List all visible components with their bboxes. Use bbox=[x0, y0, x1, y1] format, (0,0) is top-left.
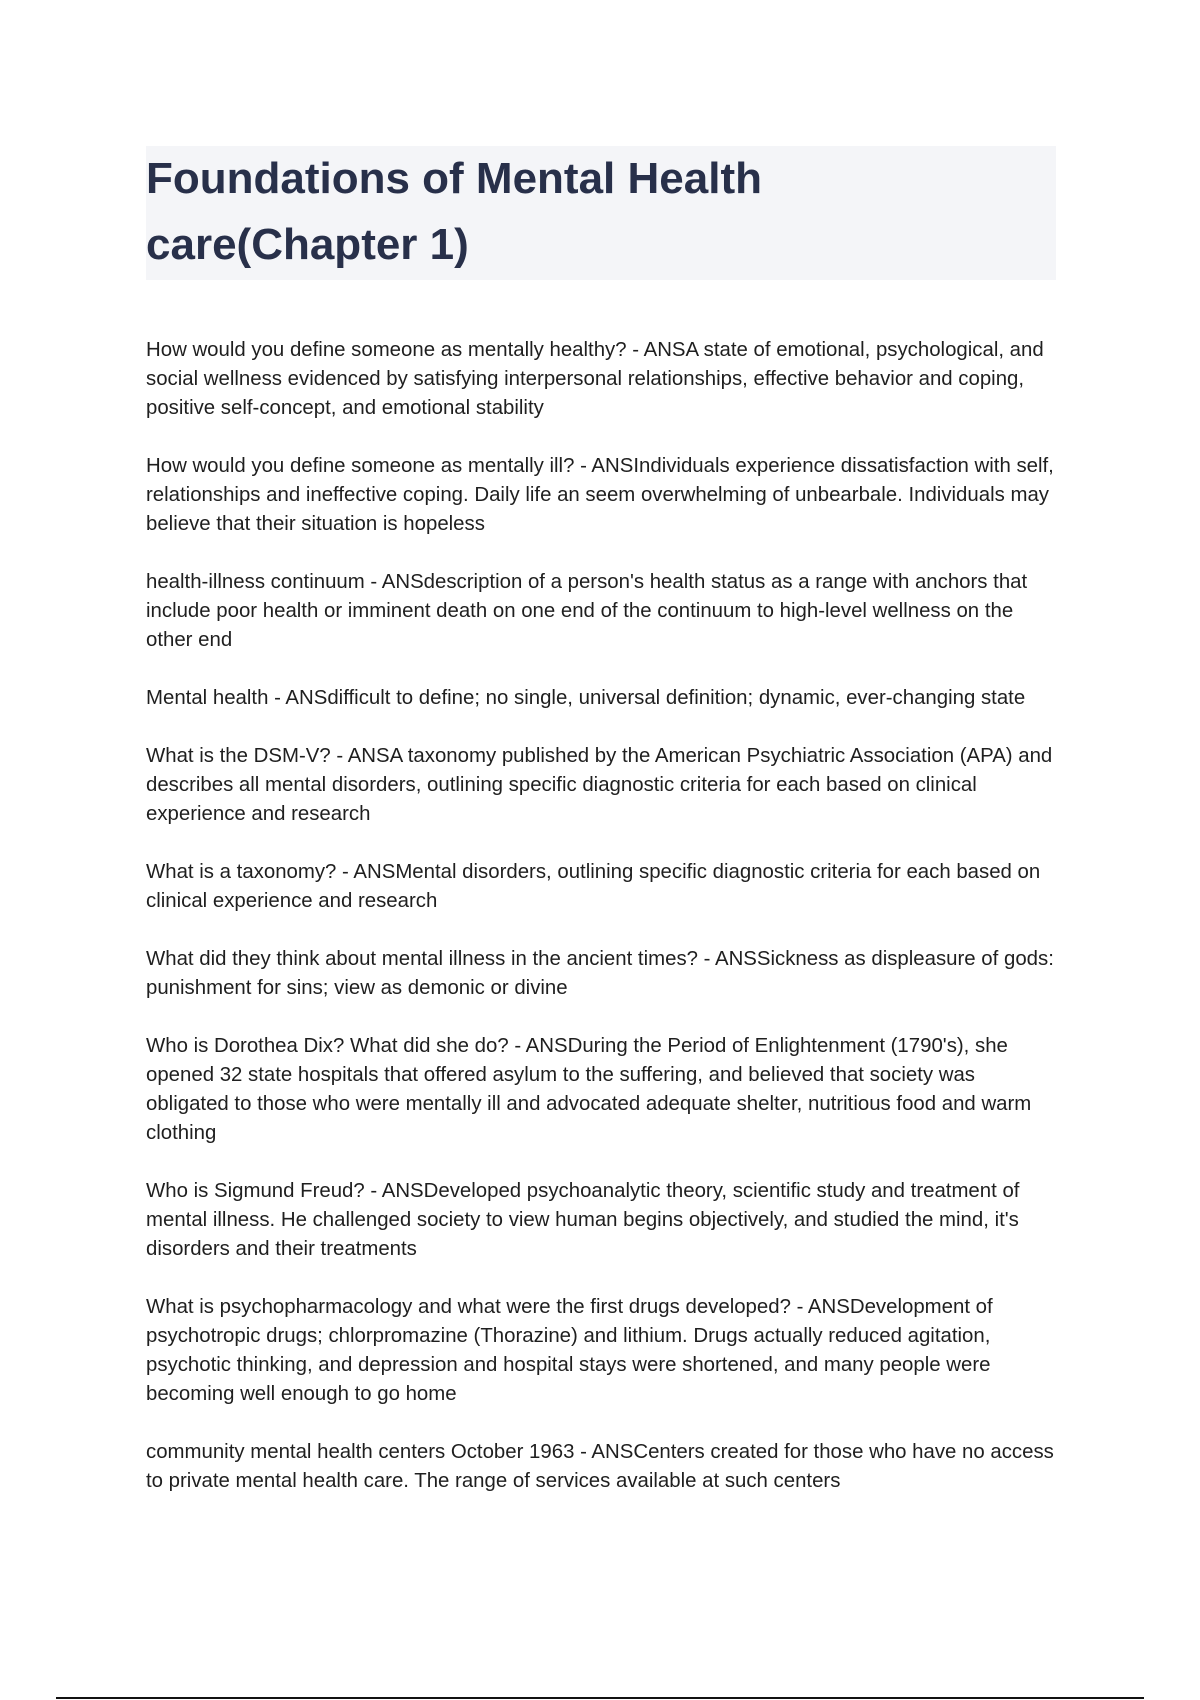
qa-entry: What is the DSM-V? - ANSA taxonomy published by the American Psychiatric Association (APA) and describes all mental disorders, outlining specific diagnostic criteria for each based on clinical experience and research bbox=[146, 745, 1053, 825]
title-banner bbox=[146, 146, 1056, 280]
page-title: Foundations of Mental Health care(Chapter 1) bbox=[146, 154, 762, 269]
qa-entry: Who is Dorothea Dix? What did she do? - ANSDuring the Period of Enlightenment (1790's), she opened 32 state hospitals that offered asylum to the suffering, and believed that society was obligated to those who were mentally ill and advocated adequate shelter, nutritious food and warm clothing bbox=[146, 1035, 1032, 1144]
qa-entry: Who is Sigmund Freud? - ANSDeveloped psychoanalytic theory, scientific study and treatment of mental illness. He challenged society to view human begins objectively, and studied the mind, it's disorders and their treatments bbox=[146, 1180, 1020, 1260]
qa-entry: Mental health - ANSdifficult to define; no single, universal definition; dynamic, ever-changing state bbox=[146, 687, 1026, 709]
footer-divider bbox=[56, 1697, 1144, 1699]
qa-entry: What is psychopharmacology and what were the first drugs developed? - ANSDevelopment of psychotropic drugs; chlorpromazine (Thorazine) and lithium. Drugs actually reduced agitation, psychotic thinking, and depression and hospital stays were shortened, and many people were becoming well enough to go home bbox=[146, 1296, 993, 1405]
qa-entry: community mental health centers October 1963 - ANSCenters created for those who have no access to private mental health care. The range of services available at such centers bbox=[146, 1441, 1054, 1492]
qa-entry: How would you define someone as mentally healthy? - ANSA state of emotional, psychological, and social wellness evidenced by satisfying interpersonal relationships, effective behavior and coping, positive self-concept, and emotional stability bbox=[146, 339, 1044, 419]
qa-entry: health-illness continuum - ANSdescription of a person's health status as a range with anchors that include poor health or imminent death on one end of the continuum to high-level wellness on the other end bbox=[146, 571, 1028, 651]
qa-entry: What is a taxonomy? - ANSMental disorders, outlining specific diagnostic criteria for each based on clinical experience and research bbox=[146, 861, 1041, 912]
qa-list bbox=[146, 336, 1061, 1525]
qa-entry: How would you define someone as mentally ill? - ANSIndividuals experience dissatisfaction with self, relationships and ineffective coping. Daily life an seem overwhelming of unbearbale. Individuals may believe that their situation is hopeless bbox=[146, 455, 1054, 535]
qa-entry: What did they think about mental illness in the ancient times? - ANSSickness as displeasure of gods: punishment for sins; view as demonic or divine bbox=[146, 948, 1054, 999]
